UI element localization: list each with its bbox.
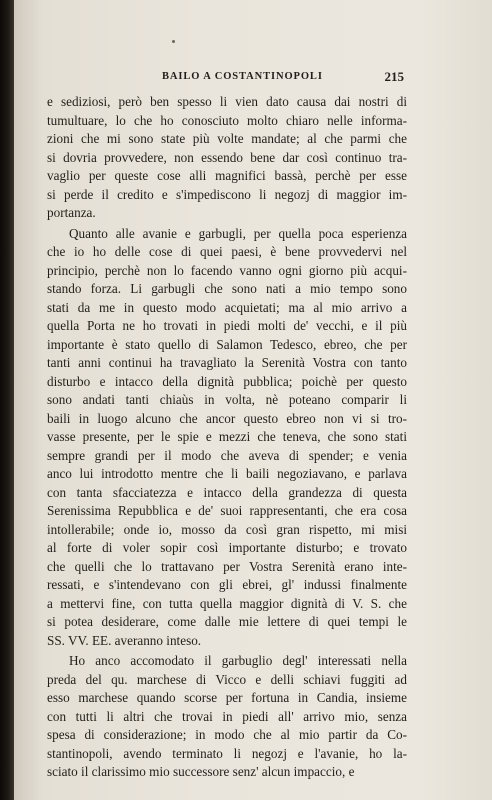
text-line: vaglio per queste cose alli magnifici bassà, perchè per esse — [47, 168, 407, 183]
text-line: a mettervi fine, con tutta quella maggior dignità di V. S. che — [47, 595, 407, 611]
text-line: che quelli che lo trattavano per Vostra Serenità erano inte- — [47, 558, 407, 574]
text-line: Serenissima Repubblica e de' suoi rappresentanti, che era cosa — [47, 503, 407, 518]
text-line: stantinopoli, avendo terminato li negozj e l'avanie, ho la- — [47, 745, 407, 761]
text-line: baili in luogo alcuno che ancor questo ebreo non vi si tro- — [47, 410, 407, 426]
printed-page — [14, 0, 492, 800]
paragraph — [47, 93, 407, 223]
page-number: 215 — [384, 69, 404, 84]
text-line: stando forza. Li garbugli che sono nati a mio tempo sono — [47, 281, 407, 296]
text-line: portanza. — [47, 205, 96, 220]
text-line: con tutti li altri che trovai in piedi all' arrivo mio, senza — [47, 708, 407, 724]
running-head: BAILO A COSTANTINOPOLI — [162, 71, 323, 82]
text-line: spesa di considerazione; in modo che al mio partir da Co- — [47, 727, 407, 742]
text-line: disturbo e intacco della dignità pubblica; poichè per questo — [47, 373, 407, 389]
paragraph — [47, 225, 407, 651]
text-line: tumultuare, lo che ho conosciuto molto chiaro nelle informa- — [47, 112, 407, 128]
text-line: sempre grandi per il modo che aveva di spender; e venia — [47, 447, 407, 463]
text-line: e sediziosi, però ben spesso li vien dato causa dai nostri di — [47, 94, 407, 109]
text-line: zioni che mi sono state più volte mandate; al che parmi che — [47, 131, 407, 146]
body-text — [47, 93, 407, 782]
text-line: importante è stato quello di Salamon Tedesco, ebreo, che per — [47, 336, 407, 352]
text-line: con tanta sfacciatezza e intacco della grandezza di questa — [47, 484, 407, 500]
text-line: intollerabile; onde io, mosso da così gran rispetto, mi misi — [47, 521, 407, 537]
text-line: al forte di voler sopir così importante disturbo; e trovato — [47, 540, 407, 555]
page-header — [44, 71, 404, 87]
text-line: ressati, e s'intendevano con gli ebrei, gl' indussi finalmente — [47, 577, 407, 592]
text-line: si perde il credito e s'impediscono li negozj di maggior im- — [47, 186, 407, 202]
text-line: preda del qu. marchese di Vicco e delli schiavi fuggiti ad — [47, 671, 407, 687]
text-line: Ho anco accomodato il garbuglio degl' interessati nella — [69, 653, 407, 668]
text-line: stati da me in questo modo acquietati; ma al mio arrivo a — [47, 299, 407, 315]
text-line: sciato il clarissimo mio successore senz' alcun impaccio, e — [47, 764, 355, 779]
text-line: anco lui introdotto mentre che li baili negoziavano, e parlava — [47, 466, 407, 481]
text-line: SS. VV. EE. averanno inteso. — [47, 632, 202, 648]
text-line: vasse presente, per le spie e mezzi che teneva, che sono stati — [47, 429, 407, 444]
paragraph — [47, 652, 407, 782]
book-gutter — [0, 0, 14, 800]
text-line: Quanto alle avanie e garbugli, per quella poca esperienza — [69, 225, 407, 241]
text-line: principio, perchè non lo facendo vanno ogni giorno più acqui- — [47, 262, 407, 278]
text-line: che io ho delle cose di quei paesi, è bene provvedervi nel — [47, 244, 407, 259]
text-line: esso marchese quando scorse per fortuna in Candia, insieme — [47, 690, 407, 705]
text-line: si potea desiderare, come dalle mie lettere di quei tempi le — [47, 614, 407, 629]
text-line: quella Porta ne ho trovati in piedi molti de' vecchi, e il più — [47, 318, 407, 333]
text-line: si dovria provvedere, non essendo bene dar così continuo tra- — [47, 149, 407, 165]
text-line: tanti anni continui ha travagliato la Serenità Vostra con tanto — [47, 355, 407, 370]
text-line: sono andati tanti chiaùs in volta, nè poteano comparir li — [47, 392, 407, 407]
ink-speck — [172, 40, 175, 43]
